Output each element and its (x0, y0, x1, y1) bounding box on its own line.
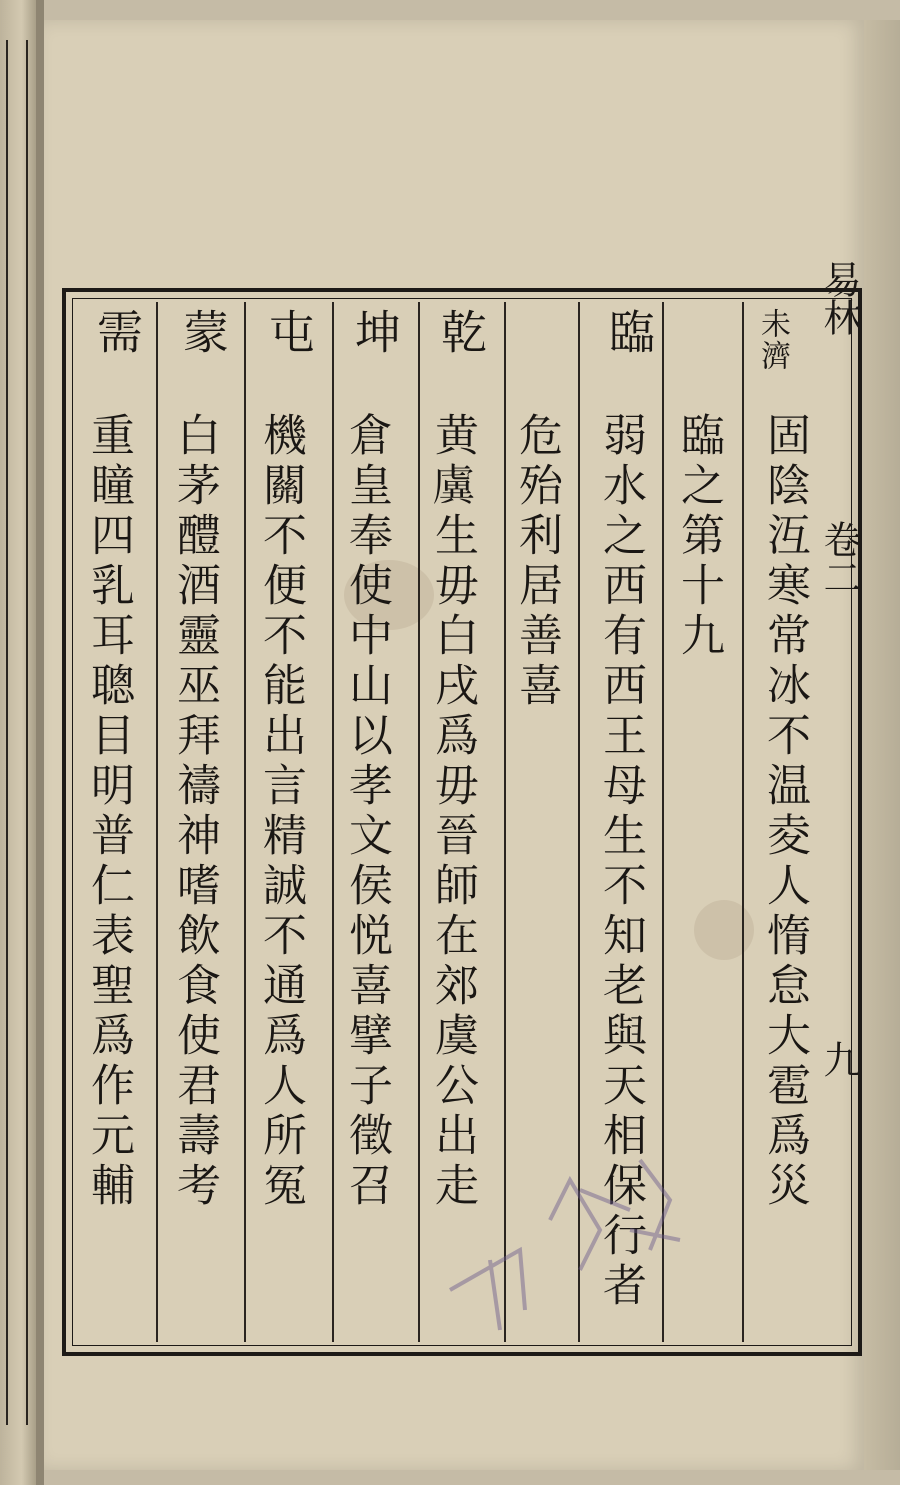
verse-column-qian: 黄𧇽生毋白戌爲毋晉師在郊虞公出走 (427, 412, 478, 1212)
column-rule (742, 302, 744, 1342)
hexagram-heading-kun: 坤 (348, 308, 402, 354)
facing-page-rule (6, 40, 8, 1425)
section-title-lin: 臨之第十九 (673, 412, 724, 662)
column-rule (418, 302, 420, 1342)
verse-column-weiji: 固陰沍寒常冰不温夌人惰怠大雹爲災 (759, 412, 810, 1212)
margin-folio: 九 (817, 1040, 861, 1078)
verse-column-meng: 白茅醴酒靈巫拜禱神嗜飲食使君壽考 (169, 412, 220, 1212)
column-rule (244, 302, 246, 1342)
hexagram-heading-qian: 乾 (434, 308, 488, 354)
column-rule (156, 302, 158, 1342)
hexagram-heading-weiji: 未濟 (755, 308, 790, 372)
facing-page-edge (0, 0, 36, 1485)
facing-page-rule (26, 40, 28, 1425)
verse-column-lin: 弱水之西有西王母生不知老與天相保行者 (595, 412, 646, 1312)
binding-gutter (36, 0, 44, 1485)
margin-title: 易林 (817, 260, 861, 336)
verse-column-kun: 倉皇奉使中山以孝文侯悦喜擘子徵召 (341, 412, 392, 1212)
hexagram-heading-zhun: 屯 (262, 308, 316, 354)
hexagram-heading-meng: 蒙 (176, 308, 230, 354)
hexagram-heading-xu: 需 (90, 308, 144, 354)
margin-volume: 卷二 (817, 520, 861, 596)
sheet-edge (864, 20, 900, 1470)
verse-column-xu: 重瞳四乳耳聰目明普仁表聖爲作元輔 (83, 412, 134, 1212)
library-stamp-mark (430, 1140, 690, 1340)
hexagram-heading-lin: 臨 (602, 308, 656, 354)
verse-continuation-lin: 危殆利居善喜 (511, 412, 562, 712)
verse-column-zhun: 機關不便不能出言精誠不通爲人所冤 (255, 412, 306, 1212)
column-rule (332, 302, 334, 1342)
